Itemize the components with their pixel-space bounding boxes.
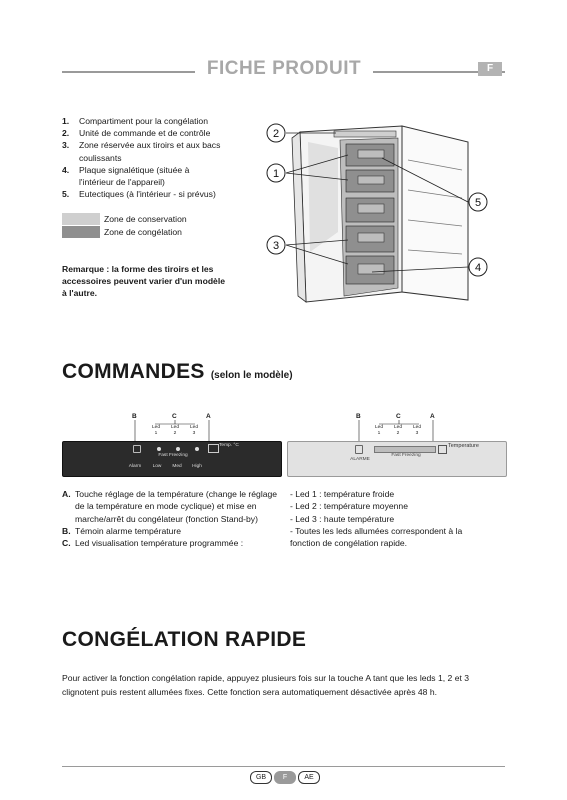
alarm-label: ALARME [350,457,370,462]
alarm-led-icon [133,445,141,453]
item-text: Zone réservée aux tiroirs et aux bacs coulissants [79,140,221,163]
control-panel-dark [62,441,282,477]
label-c: C [172,413,177,420]
item-number: 3. [62,140,70,151]
callout-label: 1 [272,168,280,180]
item-text: Eutectiques (à l'intérieur - si prévus) [79,189,216,200]
desc-row-b: B. Témoin alarme température [62,525,182,536]
callout-label: 5 [474,197,482,209]
language-selector [250,771,320,784]
item-text: Compartiment pour la congélation [79,116,208,126]
temperature-label: Temperature [448,443,479,449]
label-b: B [132,413,137,420]
low-label: Low [152,464,162,469]
callout-label: 3 [272,240,280,252]
controls-description-left [62,488,280,549]
led-3-label: Led 3 [189,425,198,436]
callout-label: 4 [474,262,482,274]
list-item [62,188,262,200]
list-item [62,115,262,127]
control-panel-light [287,441,507,477]
med-label: Med [172,464,182,469]
desc-row-a: A. Touche réglage de la température (change le réglage de la température en mode cyclique) et mise en marche/arrêt du congélateur (fonction Stand-by) [62,489,278,524]
congelation-text: Pour activer la fonction congélation rapide, appuyez plusieurs fois sur la touche A tant que les leds 1, 2 et 3 clignotent puis restent allumées fixes. Cette fonction sera automatiquement désactivée après 48 h. [62,673,470,697]
legend-congelation [62,226,182,238]
temperature-button[interactable] [208,444,219,453]
commandes-heading [62,360,293,384]
language-badge: F [478,62,502,76]
list-item [62,164,222,188]
high-label: High [192,464,202,469]
footer-rule [62,766,505,767]
led-2-indicator [176,447,180,451]
legend-conservation [62,213,187,225]
lang-ae: AE [298,771,320,784]
led-desc: - Led 1 : température froide [290,489,395,499]
item-number: 1. [62,116,70,126]
led-desc: - Toutes les leds allumées correspondent à la fonction de congélation rapide. [290,525,463,549]
led-desc: - Led 2 : température moyenne [290,501,408,512]
legend-label: Zone de congélation [104,227,182,237]
alarm-label: Alarm [128,464,142,469]
callout-label: 2 [272,128,280,140]
item-number: 5. [62,189,70,200]
led-2-label: Led 2 [393,425,402,436]
fast-freezing-label: Fast Freezing [158,453,188,458]
temp-label: Temp. °C [219,443,239,448]
led-1-indicator [157,447,161,451]
led-strip [374,446,436,453]
list-item [62,127,262,139]
legend-label: Zone de conservation [104,214,187,224]
label-c: C [396,413,401,420]
component-list [62,115,262,200]
label-b: B [356,413,361,420]
section-subtitle: (selon le modèle) [210,370,293,381]
alarm-led-icon [355,445,363,454]
temperature-button[interactable] [438,445,447,454]
item-number: 4. [62,164,70,175]
label-a: A [430,413,435,420]
desc-row-c: C. Led visualisation température programmée : [62,538,244,549]
lang-f: F [274,771,296,784]
page-title: FICHE PRODUIT [195,57,373,81]
led-1-label: Led 1 [374,425,383,436]
conservation-swatch [62,213,100,225]
led-3-indicator [195,447,199,451]
list-item [62,139,222,163]
fast-freezing-label: Fast Freezing [391,453,421,458]
lang-gb: GB [250,771,272,784]
led-2-label: Led 2 [170,425,179,436]
item-text: Plaque signalétique (située à l'intérieur de l'appareil) [79,164,190,188]
freezer-diagram [262,112,494,312]
controls-description-right [290,488,490,549]
congelation-heading: CONGÉLATION RAPIDE [62,628,307,651]
led-desc: - Led 3 : haute température [290,513,395,524]
section-title: COMMANDES [62,360,205,383]
congelation-swatch [62,226,100,238]
note-text: Remarque : la forme des tiroirs et les accessoires peuvent varier d'un modèle à l'autre. [62,264,226,298]
led-1-label: Led 1 [151,425,160,436]
item-number: 2. [62,128,70,139]
led-3-label: Led 3 [412,425,421,436]
item-text: Unité de commande et de contrôle [79,128,211,139]
label-a: A [206,413,211,420]
